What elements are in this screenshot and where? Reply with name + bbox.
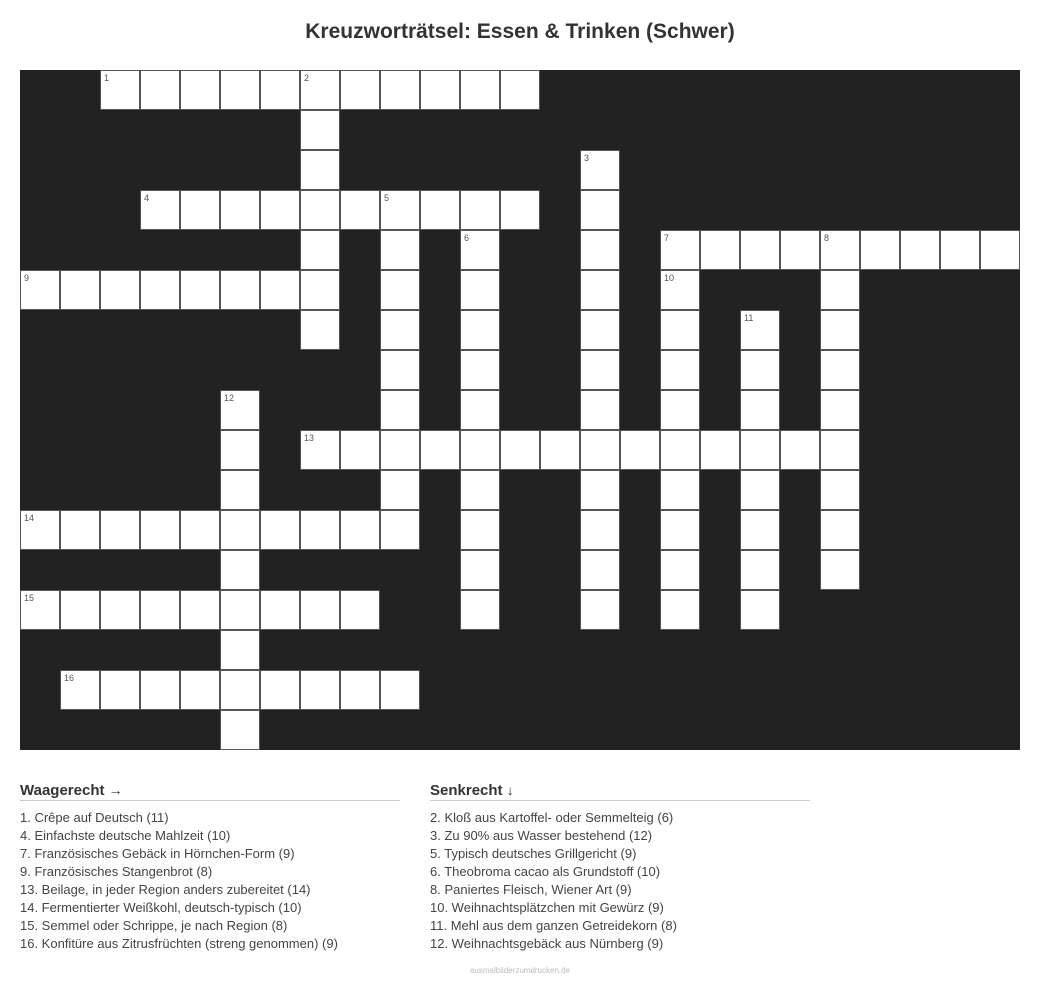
- crossword-cell[interactable]: [660, 350, 700, 390]
- crossword-cell[interactable]: [980, 230, 1020, 270]
- crossword-cell[interactable]: [300, 230, 340, 270]
- across-clue: 15. Semmel oder Schrippe, je nach Region (8): [20, 918, 288, 933]
- crossword-cell[interactable]: [380, 470, 420, 510]
- crossword-cell[interactable]: [460, 390, 500, 430]
- crossword-cell[interactable]: [220, 710, 260, 750]
- crossword-cell[interactable]: [180, 190, 220, 230]
- crossword-cell[interactable]: [740, 430, 780, 470]
- crossword-cell[interactable]: [180, 670, 220, 710]
- crossword-cell[interactable]: [20, 510, 60, 550]
- right-arrow-icon: →: [108, 782, 123, 798]
- crossword-cell[interactable]: [340, 430, 380, 470]
- crossword-cell[interactable]: [580, 470, 620, 510]
- crossword-cell[interactable]: [460, 550, 500, 590]
- clue-number: 1: [104, 73, 110, 83]
- crossword-cell[interactable]: [460, 590, 500, 630]
- crossword-cell[interactable]: [20, 590, 60, 630]
- crossword-cell[interactable]: [20, 270, 60, 310]
- down-arrow-icon: ↓: [506, 782, 514, 798]
- crossword-cell[interactable]: [580, 550, 620, 590]
- crossword-cell[interactable]: [660, 390, 700, 430]
- crossword-cell[interactable]: [380, 390, 420, 430]
- down-heading-label: Senkrecht: [430, 782, 503, 799]
- down-clues: [430, 782, 810, 953]
- crossword-cell[interactable]: [100, 270, 140, 310]
- crossword-cell[interactable]: [220, 670, 260, 710]
- crossword-cell[interactable]: [460, 70, 500, 110]
- crossword-cell[interactable]: [660, 230, 700, 270]
- crossword-cell[interactable]: [220, 470, 260, 510]
- crossword-cell[interactable]: [260, 70, 300, 110]
- crossword-cell[interactable]: [340, 190, 380, 230]
- across-clue-list: [20, 809, 400, 953]
- crossword-cell[interactable]: [580, 510, 620, 550]
- crossword-cell[interactable]: [380, 190, 420, 230]
- crossword-cell[interactable]: [300, 590, 340, 630]
- across-clue: 4. Einfachste deutsche Mahlzeit (10): [20, 828, 231, 843]
- crossword-cell[interactable]: [540, 430, 580, 470]
- crossword-cell[interactable]: [100, 70, 140, 110]
- clue-number: 2: [304, 73, 310, 83]
- crossword-cell[interactable]: [500, 190, 540, 230]
- down-clue: 5. Typisch deutsches Grillgericht (9): [430, 846, 637, 861]
- crossword-cell[interactable]: [420, 430, 460, 470]
- clue-number: 6: [464, 233, 470, 243]
- puzzle-title: Kreuzworträtsel: Essen & Trinken (Schwer): [305, 20, 735, 43]
- crossword-cell[interactable]: [180, 510, 220, 550]
- crossword-grid: [20, 70, 1020, 750]
- crossword-cell[interactable]: [580, 150, 620, 190]
- crossword-cell[interactable]: [740, 550, 780, 590]
- crossword-cell[interactable]: [220, 390, 260, 430]
- crossword-cell[interactable]: [460, 470, 500, 510]
- crossword-cell[interactable]: [580, 350, 620, 390]
- crossword-cell[interactable]: [220, 70, 260, 110]
- crossword-cell[interactable]: [220, 270, 260, 310]
- crossword-cell[interactable]: [300, 670, 340, 710]
- across-clue: 9. Französisches Stangenbrot (8): [20, 864, 213, 879]
- crossword-cell[interactable]: [660, 270, 700, 310]
- clue-number: 13: [304, 433, 315, 443]
- crossword-cell[interactable]: [460, 230, 500, 270]
- crossword-cell[interactable]: [460, 350, 500, 390]
- crossword-cell[interactable]: [300, 310, 340, 350]
- crossword-cell[interactable]: [740, 590, 780, 630]
- clue-number: 3: [584, 153, 590, 163]
- clue-number: 8: [824, 233, 830, 243]
- crossword-cell[interactable]: [820, 390, 860, 430]
- crossword-cell[interactable]: [580, 270, 620, 310]
- crossword-cell[interactable]: [100, 510, 140, 550]
- down-clue: 6. Theobroma cacao als Grundstoff (10): [430, 864, 661, 879]
- crossword-cell[interactable]: [820, 550, 860, 590]
- crossword-cell[interactable]: [660, 510, 700, 550]
- crossword-cell[interactable]: [900, 230, 940, 270]
- down-clue: 8. Paniertes Fleisch, Wiener Art (9): [430, 882, 632, 897]
- crossword-cell[interactable]: [140, 510, 180, 550]
- crossword-cell[interactable]: [820, 230, 860, 270]
- down-heading: [430, 782, 810, 801]
- across-clue: 13. Beilage, in jeder Region anders zubereitet (14): [20, 882, 311, 897]
- clue-number: 12: [224, 393, 235, 403]
- crossword-cell[interactable]: [940, 230, 980, 270]
- crossword-cell[interactable]: [580, 430, 620, 470]
- across-clue: 7. Französisches Gebäck in Hörnchen-Form (9): [20, 846, 295, 861]
- crossword-cell[interactable]: [460, 310, 500, 350]
- crossword-cell[interactable]: [340, 590, 380, 630]
- crossword-cell[interactable]: [380, 350, 420, 390]
- crossword-cell[interactable]: [60, 270, 100, 310]
- crossword-cell[interactable]: [780, 430, 820, 470]
- down-clue: 11. Mehl aus dem ganzen Getreidekorn (8): [430, 918, 677, 933]
- clue-number: 9: [24, 273, 30, 283]
- footer-watermark: ausmalbilderzumdrucken.de: [469, 966, 571, 975]
- crossword-cell[interactable]: [140, 270, 180, 310]
- crossword-cell[interactable]: [660, 550, 700, 590]
- crossword-cell[interactable]: [460, 510, 500, 550]
- crossword-cell[interactable]: [180, 70, 220, 110]
- crossword-cell[interactable]: [140, 70, 180, 110]
- crossword-cell[interactable]: [740, 310, 780, 350]
- crossword-cell[interactable]: [740, 510, 780, 550]
- crossword-cell[interactable]: [740, 390, 780, 430]
- down-clue: 12. Weihnachtsgebäck aus Nürnberg (9): [430, 936, 664, 951]
- crossword-cell[interactable]: [180, 270, 220, 310]
- crossword-cell[interactable]: [380, 430, 420, 470]
- crossword-cell[interactable]: [660, 310, 700, 350]
- crossword-cell[interactable]: [380, 270, 420, 310]
- crossword-cell[interactable]: [740, 350, 780, 390]
- crossword-cell[interactable]: [60, 510, 100, 550]
- crossword-cell[interactable]: [660, 430, 700, 470]
- crossword-cell[interactable]: [140, 590, 180, 630]
- crossword-cell[interactable]: [60, 590, 100, 630]
- crossword-cell[interactable]: [780, 230, 820, 270]
- crossword-cell[interactable]: [580, 310, 620, 350]
- crossword-cell[interactable]: [260, 190, 300, 230]
- crossword-cell[interactable]: [580, 390, 620, 430]
- crossword-cell[interactable]: [660, 470, 700, 510]
- crossword-cell[interactable]: [740, 470, 780, 510]
- crossword-cell[interactable]: [220, 630, 260, 670]
- down-clue-list: [430, 809, 810, 953]
- crossword-cell[interactable]: [620, 430, 660, 470]
- crossword-cell[interactable]: [860, 230, 900, 270]
- crossword-cell[interactable]: [340, 510, 380, 550]
- crossword-cell[interactable]: [820, 430, 860, 470]
- crossword-cell[interactable]: [300, 270, 340, 310]
- crossword-cell[interactable]: [60, 670, 100, 710]
- crossword-cell[interactable]: [380, 510, 420, 550]
- crossword-cell[interactable]: [300, 190, 340, 230]
- crossword-cell[interactable]: [580, 230, 620, 270]
- down-clue: 3. Zu 90% aus Wasser bestehend (12): [430, 828, 653, 843]
- clue-number: 16: [64, 673, 75, 683]
- across-heading-label: Waagerecht: [20, 782, 105, 799]
- crossword-cell[interactable]: [740, 230, 780, 270]
- crossword-cell[interactable]: [820, 510, 860, 550]
- across-clue: 1. Crêpe auf Deutsch (11): [20, 810, 169, 825]
- crossword-cell[interactable]: [220, 590, 260, 630]
- crossword-cell[interactable]: [300, 150, 340, 190]
- crossword-cell[interactable]: [820, 470, 860, 510]
- crossword-cell[interactable]: [260, 270, 300, 310]
- across-clue: 16. Konfitüre aus Zitrusfrüchten (streng genommen) (9): [20, 936, 338, 951]
- crossword-cell[interactable]: [340, 670, 380, 710]
- crossword-cell[interactable]: [820, 310, 860, 350]
- crossword-cell[interactable]: [380, 230, 420, 270]
- crossword-cell[interactable]: [580, 190, 620, 230]
- crossword-cell[interactable]: [140, 670, 180, 710]
- across-clues: [20, 782, 400, 953]
- crossword-cell[interactable]: [100, 670, 140, 710]
- crossword-cell[interactable]: [500, 70, 540, 110]
- crossword-cell[interactable]: [380, 310, 420, 350]
- crossword-cell[interactable]: [820, 350, 860, 390]
- crossword-cell[interactable]: [460, 190, 500, 230]
- clue-number: 7: [664, 233, 670, 243]
- crossword-cell[interactable]: [380, 670, 420, 710]
- crossword-cell[interactable]: [380, 70, 420, 110]
- across-heading: [20, 782, 400, 801]
- crossword-cell[interactable]: [220, 430, 260, 470]
- crossword-cell[interactable]: [220, 510, 260, 550]
- crossword-cell[interactable]: [420, 190, 460, 230]
- crossword-cell[interactable]: [700, 230, 740, 270]
- crossword-cell[interactable]: [300, 430, 340, 470]
- crossword-cell[interactable]: [420, 70, 460, 110]
- crossword-cell[interactable]: [300, 110, 340, 150]
- clue-number: 4: [144, 193, 150, 203]
- crossword-cell[interactable]: [220, 190, 260, 230]
- crossword-cell[interactable]: [180, 590, 220, 630]
- crossword-cell[interactable]: [140, 190, 180, 230]
- clue-number: 11: [744, 313, 754, 323]
- crossword-cell[interactable]: [700, 430, 740, 470]
- crossword-cell[interactable]: [660, 590, 700, 630]
- clue-number: 5: [384, 193, 390, 203]
- crossword-cell[interactable]: [260, 670, 300, 710]
- crossword-cell[interactable]: [340, 70, 380, 110]
- clue-number: 15: [24, 593, 35, 603]
- crossword-cell[interactable]: [460, 270, 500, 310]
- crossword-cell[interactable]: [820, 270, 860, 310]
- crossword-cell[interactable]: [300, 70, 340, 110]
- down-clue: 2. Kloß aus Kartoffel- oder Semmelteig (6): [430, 810, 674, 825]
- crossword-cell[interactable]: [220, 550, 260, 590]
- crossword-cell[interactable]: [460, 430, 500, 470]
- across-clue: 14. Fermentierter Weißkohl, deutsch-typisch (10): [20, 900, 302, 915]
- crossword-cell[interactable]: [100, 590, 140, 630]
- crossword-cell[interactable]: [580, 590, 620, 630]
- clue-number: 10: [664, 273, 675, 283]
- crossword-cell[interactable]: [300, 510, 340, 550]
- down-clue: 10. Weihnachtsplätzchen mit Gewürz (9): [430, 900, 664, 915]
- crossword-cell[interactable]: [260, 510, 300, 550]
- crossword-cell[interactable]: [500, 430, 540, 470]
- clue-number: 14: [24, 513, 35, 523]
- crossword-cell[interactable]: [260, 590, 300, 630]
